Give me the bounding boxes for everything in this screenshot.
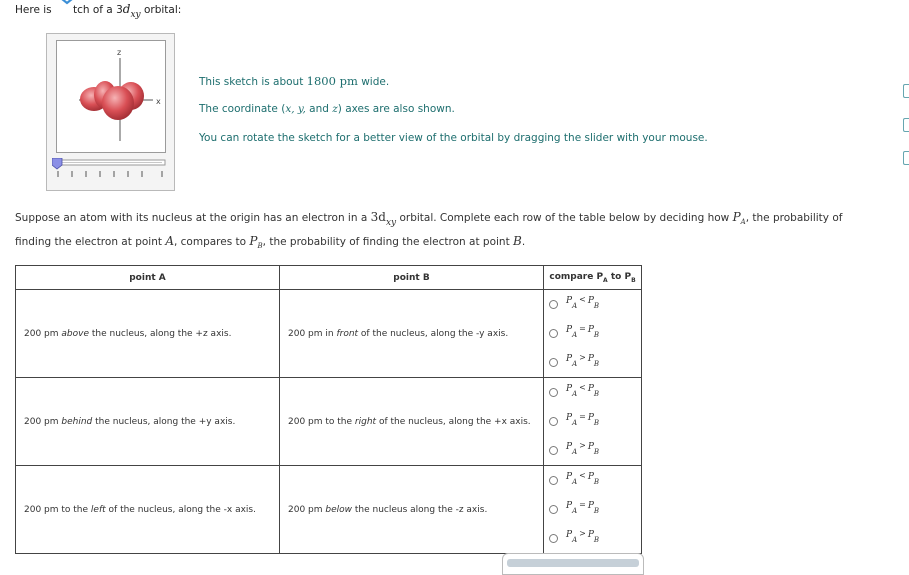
compare-cell — [544, 290, 642, 378]
side-tool-button[interactable] — [903, 118, 909, 132]
option-less-than[interactable]: $P_A< P_B$ — [544, 466, 641, 495]
sketch-info — [199, 74, 708, 161]
slider-thumb[interactable] — [52, 158, 62, 169]
rotation-slider[interactable] — [52, 158, 167, 182]
side-tool-button[interactable] — [903, 151, 909, 165]
radio-button[interactable] — [549, 505, 558, 514]
problem-statement: Suppose an atom with its nucleus at the origin has an electron in a 3dxy orbital. Complete each row of the table below by deciding how $P_A$, the probability of finding the electron at point A, compares to $P_B$, the probability of finding the electron at point B. — [15, 210, 843, 250]
radio-button[interactable] — [549, 446, 558, 455]
axis-z-label: z — [117, 48, 122, 57]
intro-prefix: Here is — [15, 4, 55, 16]
header-point-b: point B — [280, 266, 544, 290]
table-row — [16, 466, 642, 554]
toolbar-handle[interactable] — [507, 559, 639, 567]
header-compare: compare $P_A$ to $P_B$ — [544, 266, 642, 290]
sketch-rotate-text: You can rotate the sketch for a better view of the orbital by dragging the slider with your mouse. — [199, 132, 708, 144]
sketch-coords-text: The coordinate (x, y, and z) axes are also shown. — [199, 103, 455, 115]
option-less-than[interactable]: $P_A< P_B$ — [544, 378, 641, 407]
point-a-cell: 200 pm behind the nucleus, along the +y axis. — [16, 378, 280, 466]
table-row — [16, 290, 642, 378]
orbital-drawing — [57, 41, 165, 152]
compare-cell — [544, 378, 642, 466]
option-equal[interactable]: $P_A= P_B$ — [544, 319, 641, 348]
radio-button[interactable] — [549, 329, 558, 338]
point-a-cell: 200 pm to the left of the nucleus, along the -x axis. — [16, 466, 280, 554]
point-b-cell: 200 pm below the nucleus along the -z axis. — [280, 466, 544, 554]
axis-x-label: x — [156, 97, 161, 106]
point-a-cell: 200 pm above the nucleus, along the +z axis. — [16, 290, 280, 378]
chevron-down-icon[interactable] — [56, 0, 78, 6]
point-b-cell: 200 pm to the right of the nucleus, along the +x axis. — [280, 378, 544, 466]
intro-middle: tch of a 3 — [72, 4, 123, 16]
intro-text — [15, 2, 182, 20]
bottom-toolbar-tab[interactable] — [502, 553, 644, 575]
radio-button[interactable] — [549, 417, 558, 426]
radio-button[interactable] — [549, 388, 558, 397]
table-row — [16, 378, 642, 466]
intro-orbital-sub: xy — [130, 10, 141, 20]
option-equal[interactable]: $P_A= P_B$ — [544, 495, 641, 524]
point-b-cell: 200 pm in front of the nucleus, along the -y axis. — [280, 290, 544, 378]
orbital-3d-view[interactable] — [56, 40, 166, 153]
option-greater-than[interactable]: $P_A> P_B$ — [544, 348, 641, 377]
intro-suffix: orbital: — [140, 4, 182, 16]
compare-cell — [544, 466, 642, 554]
sketch-size-text: This sketch is about 1800 pm wide. — [199, 74, 390, 88]
intro-orbital-letter: d — [122, 2, 131, 16]
header-point-a: point A — [16, 266, 280, 290]
option-less-than[interactable]: $P_A< P_B$ — [544, 290, 641, 319]
radio-button[interactable] — [549, 300, 558, 309]
orbital-sketch-panel — [46, 33, 175, 191]
option-greater-than[interactable]: $P_A> P_B$ — [544, 524, 641, 553]
option-equal[interactable]: $P_A= P_B$ — [544, 407, 641, 436]
comparison-table — [15, 265, 642, 554]
table-header-row — [16, 266, 642, 290]
side-tool-button[interactable] — [903, 84, 909, 98]
radio-button[interactable] — [549, 358, 558, 367]
option-greater-than[interactable]: $P_A> P_B$ — [544, 436, 641, 465]
radio-button[interactable] — [549, 534, 558, 543]
radio-button[interactable] — [549, 476, 558, 485]
